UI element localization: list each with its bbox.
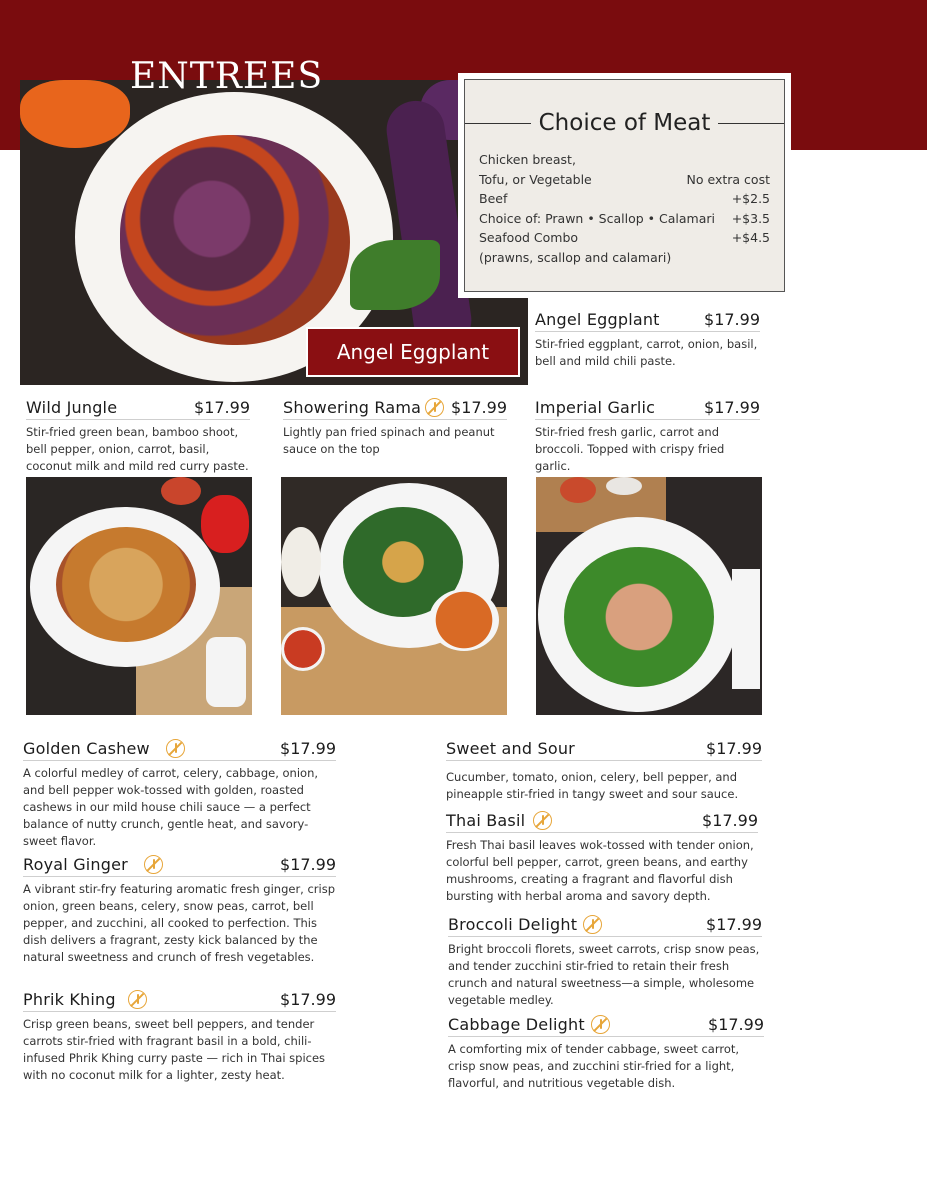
imperial-garlic-photo <box>536 477 762 715</box>
item-description: Lightly pan fried spinach and peanut sauce on the top <box>283 425 495 456</box>
item-price: $17.99 <box>280 990 336 1009</box>
gluten-free-icon <box>591 1015 610 1034</box>
hero-label: Angel Eggplant <box>306 327 520 377</box>
meat-option: Beef +$2.5 <box>479 191 770 206</box>
meat-option: Seafood Combo +$4.5 <box>479 230 770 245</box>
menu-item-royal-ginger <box>23 855 336 966</box>
gluten-free-icon <box>425 398 444 417</box>
item-description: Fresh Thai basil leaves wok-tossed with tender onion, colorful bell pepper, carrot, green beans, and earthy mushrooms, creating a fragrant and flavorful dish bursting with herbal aroma and savory depth. <box>446 838 754 903</box>
divider <box>718 123 784 124</box>
chili-bowl-graphic <box>281 627 325 671</box>
item-description: A comforting mix of tender cabbage, sweet carrot, crisp snow peas, and zucchini stir-fried for a light, flavorful, and nutritious vegetable dish. <box>448 1042 740 1090</box>
bell-pepper-graphic <box>20 80 130 148</box>
meat-title: Choice of Meat <box>538 110 711 136</box>
gluten-free-icon <box>533 811 552 830</box>
item-price: $17.99 <box>702 811 758 830</box>
item-description: Bright broccoli florets, sweet carrots, crisp snow peas, and tender zucchini stir-fried to retain their fresh crunch and natural sweetness—a simple, wholesome vegetable medley. <box>448 942 760 1007</box>
menu-item-broccoli-delight <box>448 915 762 1009</box>
gluten-free-icon <box>144 855 163 874</box>
meat-options <box>479 150 770 267</box>
vegetable-bowl-graphic <box>206 637 246 707</box>
item-description: Stir-fried eggplant, carrot, onion, basil, bell and mild chili paste. <box>535 337 758 368</box>
chili-bowl-graphic <box>161 477 201 505</box>
item-description: Cucumber, tomato, onion, celery, bell pepper, and pineapple stir-fried in tangy sweet and sour sauce. <box>446 770 739 801</box>
item-name: Showering Rama <box>283 398 422 417</box>
menu-item-sweet-and-sour <box>446 739 762 803</box>
peanut-bowl-graphic <box>281 527 321 597</box>
item-price: $17.99 <box>706 739 762 758</box>
curry-dish-graphic <box>56 527 196 642</box>
chili-flakes-bowl-graphic <box>560 477 596 503</box>
menu-item-cabbage-delight <box>448 1015 764 1092</box>
gluten-free-icon <box>166 739 185 758</box>
item-name: Wild Jungle <box>26 398 118 417</box>
item-name: Phrik Khing <box>23 990 116 1009</box>
menu-item-wild-jungle <box>26 398 250 475</box>
gluten-free-icon <box>128 990 147 1009</box>
condiment-bowl-graphic <box>606 477 642 495</box>
menu-item-phrik-khing <box>23 990 336 1084</box>
meat-option: Choice of: Prawn • Scallop • Calamari +$3.5 <box>479 210 770 226</box>
menu-item-thai-basil <box>446 811 758 905</box>
item-description: Stir-fried fresh garlic, carrot and broccoli. Topped with crispy fried garlic. <box>535 425 725 473</box>
item-description: Crisp green beans, sweet bell peppers, and tender carrots stir-fried with fragrant basil in a bold, chili-infused Phrik Khing curry paste — rich in Thai spices with no coconut milk for a lighter, zesty heat. <box>23 1017 326 1082</box>
bell-pepper-graphic <box>201 495 249 553</box>
item-name: Angel Eggplant <box>535 310 660 329</box>
item-description: A vibrant stir-fry featuring aromatic fresh ginger, crisp onion, green beans, celery, snow peas, carrot, bell pepper, and zucchini, all cooked to perfection. This dish delivers a fragrant, zesty kick balanced by the natural sweetness and crunch of fresh vegetables. <box>23 882 336 964</box>
item-price: $17.99 <box>194 398 250 417</box>
showering-rama-photo <box>281 477 507 715</box>
meat-option: (prawns, scallop and calamari) <box>479 249 672 265</box>
sauce-bowl-graphic <box>429 589 499 651</box>
menu-item-angel-eggplant <box>535 310 760 370</box>
item-name: Cabbage Delight <box>448 1015 585 1034</box>
item-name: Broccoli Delight <box>448 915 578 934</box>
item-price: $17.99 <box>704 398 760 417</box>
item-price: $17.99 <box>280 739 336 758</box>
item-name: Thai Basil <box>446 811 526 830</box>
item-price: $17.99 <box>280 855 336 874</box>
item-name: Golden Cashew <box>23 739 150 758</box>
menu-item-showering-rama <box>283 398 507 458</box>
item-price: $17.99 <box>704 310 760 329</box>
divider <box>465 123 531 124</box>
wild-jungle-photo <box>26 477 252 715</box>
item-name: Imperial Garlic <box>535 398 656 417</box>
gluten-free-icon <box>583 915 602 934</box>
item-price: $17.99 <box>451 398 507 417</box>
menu-item-golden-cashew <box>23 739 336 850</box>
eggplant-dish-graphic <box>120 135 350 345</box>
item-description: Stir-fried green bean, bamboo shoot, bell pepper, onion, carrot, basil, coconut milk and mild red curry paste. <box>26 425 249 473</box>
menu-item-imperial-garlic <box>535 398 760 475</box>
basil-graphic <box>350 240 440 310</box>
item-description: A colorful medley of carrot, celery, cabbage, onion, and bell pepper wok-tossed with golden, roasted cashews in our mild house chili sauce — a perfect balance of nutty crunch, gentle heat, and savory-sweet flavor. <box>23 766 319 848</box>
choice-of-meat-box <box>458 73 791 298</box>
broccoli-dish-graphic <box>564 547 714 687</box>
item-name: Sweet and Sour <box>446 739 575 758</box>
napkin-graphic <box>732 569 760 689</box>
item-price: $17.99 <box>708 1015 764 1034</box>
item-price: $17.99 <box>706 915 762 934</box>
meat-option: Chicken breast, <box>479 152 576 167</box>
meat-option: Tofu, or Vegetable No extra cost <box>479 171 770 187</box>
page-title: ENTREES <box>130 56 324 97</box>
item-name: Royal Ginger <box>23 855 128 874</box>
